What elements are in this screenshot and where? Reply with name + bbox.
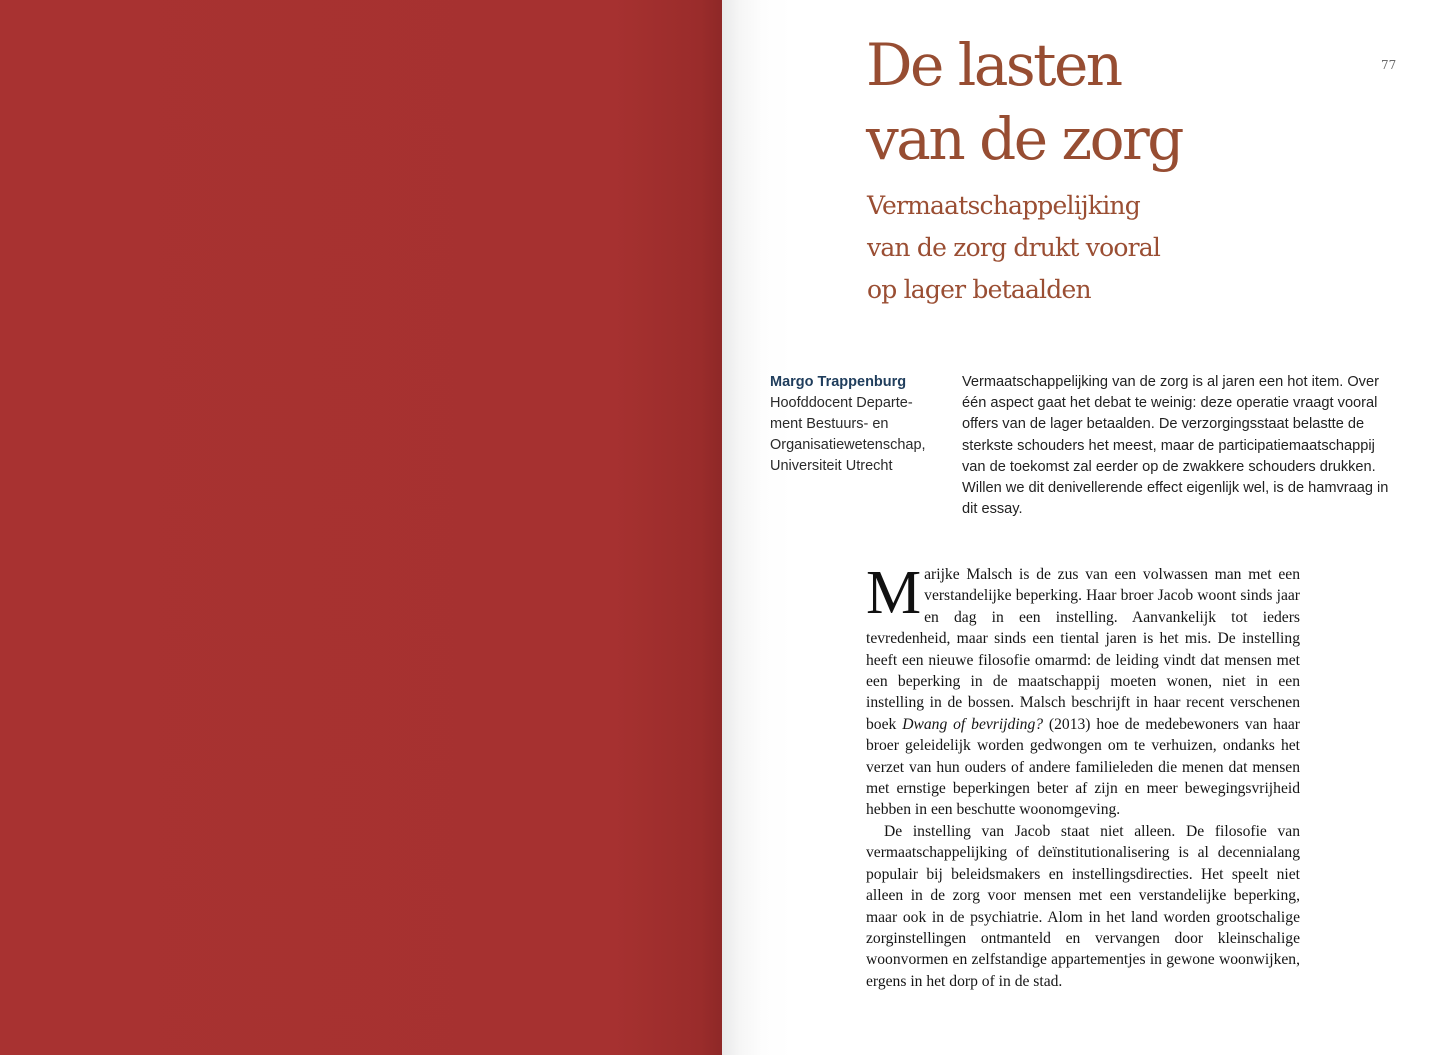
- body-paragraph-1: [866, 559, 1301, 821]
- article-subtitle: [867, 185, 1287, 311]
- author-name: Margo Trappenburg: [770, 374, 907, 390]
- body-paragraph-1-text-a: arijke Malsch is de zus van een volwassen man met een verstandelijke beperking. Haar broer Jacob woont sinds jaar en dag in een instelling. Aanvankelijk tot ieders tevredenheid, maar sinds een tiental jaren is het mis. De instelling heeft een nieuwe filosofie omarmd: de leiding vindt dat mensen met een beperking in de maatschappij moeten wonen, niet in een instelling in de bossen. Malsch beschrijft in haar recent verschenen boek: [866, 566, 1300, 733]
- title-line-1: De lasten: [866, 31, 1121, 99]
- book-title: Dwang of bevrijding?: [902, 715, 1044, 733]
- article-body: [866, 559, 1301, 992]
- subtitle-line-2: van de zorg drukt vooral: [867, 233, 1161, 262]
- author-block: [770, 372, 950, 477]
- author-role-line-4: Universiteit Utrecht: [770, 458, 893, 474]
- subtitle-line-3: op lager betaalden: [867, 275, 1091, 304]
- article-title: [866, 28, 1366, 176]
- page-number: 77: [1381, 58, 1397, 72]
- drop-cap: M: [866, 559, 922, 627]
- author-role-line-3: Organisatiewetenschap,: [770, 437, 926, 453]
- author-role-line-2: ment Bestuurs- en: [770, 416, 889, 432]
- lead-paragraph: Vermaatschappelijking van de zorg is al jaren een hot item. Over één aspect gaat het debat te weinig: deze operatie vraagt vooral offers van de lager betaalden. De verzorgingsstaat belastte de sterkste schouders het meest, maar de participatiemaatschappij van de toekomst zal eerder op de zwakkere schouders drukken. Willen we dit denivellerende effect eigenlijk wel, is de hamvraag in dit essay.: [962, 374, 1389, 518]
- author-role-line-1: Hoofddocent Departe-: [770, 395, 913, 411]
- body-paragraph-1-text-b: (2013) hoe de medebewoners van haar broer geleidelijk worden gedwongen om te verhuizen, ondanks het verzet van hun ouders of andere familieleden die menen dat mensen met ernstige beperkingen beter af zijn en meer bewegingsvrijheid hebben in een beschutte woonomgeving.: [866, 715, 1301, 819]
- subtitle-line-1: Vermaatschappelijking: [867, 191, 1140, 220]
- title-line-2: van de zorg: [866, 105, 1182, 173]
- body-paragraph-2: De instelling van Jacob staat niet alleen. De filosofie van vermaatschappelijking of deïnstitutionalisering is al decennialang populair bij beleidsmakers en instellingsdirecties. Het speelt niet alleen in de zorg voor mensen met een verstandelijke beperking, maar ook in de psychiatrie. Alom in het land worden grootschalige zorginstellingen ontmanteld en vervangen door kleinschalige woonvormen en zelfstandige appartementjes in gewone woonwijken, ergens in het dorp of in de stad.: [866, 822, 1300, 990]
